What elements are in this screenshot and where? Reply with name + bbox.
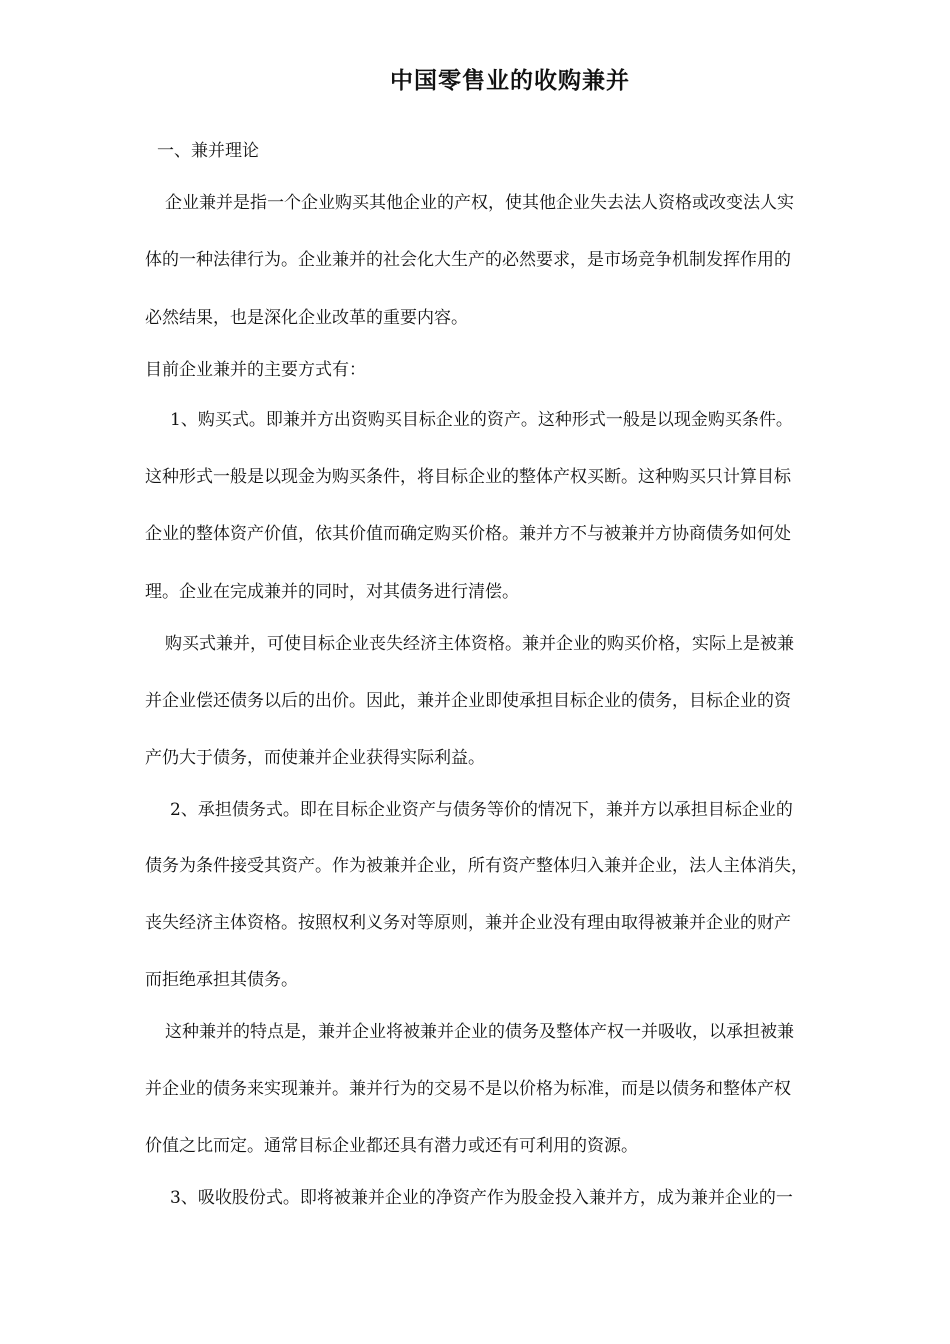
section-heading: 一、兼并理论	[157, 141, 259, 161]
paragraph-line: 2、承担债务式。即在目标企业资产与债务等价的情况下，兼并方以承担目标企业的	[170, 800, 793, 820]
paragraph-line: 企业兼并是指一个企业购买其他企业的产权，使其他企业失去法人资格或改变法人实	[165, 193, 794, 213]
paragraph-line: 3、吸收股份式。即将被兼并企业的净资产作为股金投入兼并方，成为兼并企业的一	[170, 1188, 793, 1208]
paragraph-line: 这种形式一般是以现金为购买条件，将目标企业的整体产权买断。这种购买只计算目标	[145, 467, 791, 487]
paragraph-line: 目前企业兼并的主要方式有：	[145, 360, 366, 380]
paragraph-line: 购买式兼并，可使目标企业丧失经济主体资格。兼并企业的购买价格，实际上是被兼	[165, 634, 794, 654]
paragraph-line: 企业的整体资产价值，依其价值而确定购买价格。兼并方不与被兼并方协商债务如何处	[145, 524, 791, 544]
paragraph-line: 并企业的债务来实现兼并。兼并行为的交易不是以价格为标准，而是以债务和整体产权	[145, 1079, 791, 1099]
paragraph-line: 体的一种法律行为。企业兼并的社会化大生产的必然要求，是市场竞争机制发挥作用的	[145, 250, 791, 270]
paragraph-line: 而拒绝承担其债务。	[145, 970, 298, 990]
document-title: 中国零售业的收购兼并	[390, 68, 630, 94]
paragraph-line: 丧失经济主体资格。按照权利义务对等原则，兼并企业没有理由取得被兼并企业的财产	[145, 913, 791, 933]
paragraph-line: 必然结果，也是深化企业改革的重要内容。	[145, 308, 468, 328]
paragraph-line: 这种兼并的特点是，兼并企业将被兼并企业的债务及整体产权一并吸收，以承担被兼	[165, 1022, 794, 1042]
paragraph-line: 理。企业在完成兼并的同时，对其债务进行清偿。	[145, 582, 519, 602]
paragraph-line: 债务为条件接受其资产。作为被兼并企业，所有资产整体归入兼并企业，法人主体消失，	[145, 856, 808, 876]
paragraph-line: 1、购买式。即兼并方出资购买目标企业的资产。这种形式一般是以现金购买条件。	[170, 410, 793, 430]
paragraph-line: 价值之比而定。通常目标企业都还具有潜力或还有可利用的资源。	[145, 1136, 638, 1156]
paragraph-line: 并企业偿还债务以后的出价。因此，兼并企业即使承担目标企业的债务，目标企业的资	[145, 691, 791, 711]
paragraph-line: 产仍大于债务，而使兼并企业获得实际利益。	[145, 748, 485, 768]
